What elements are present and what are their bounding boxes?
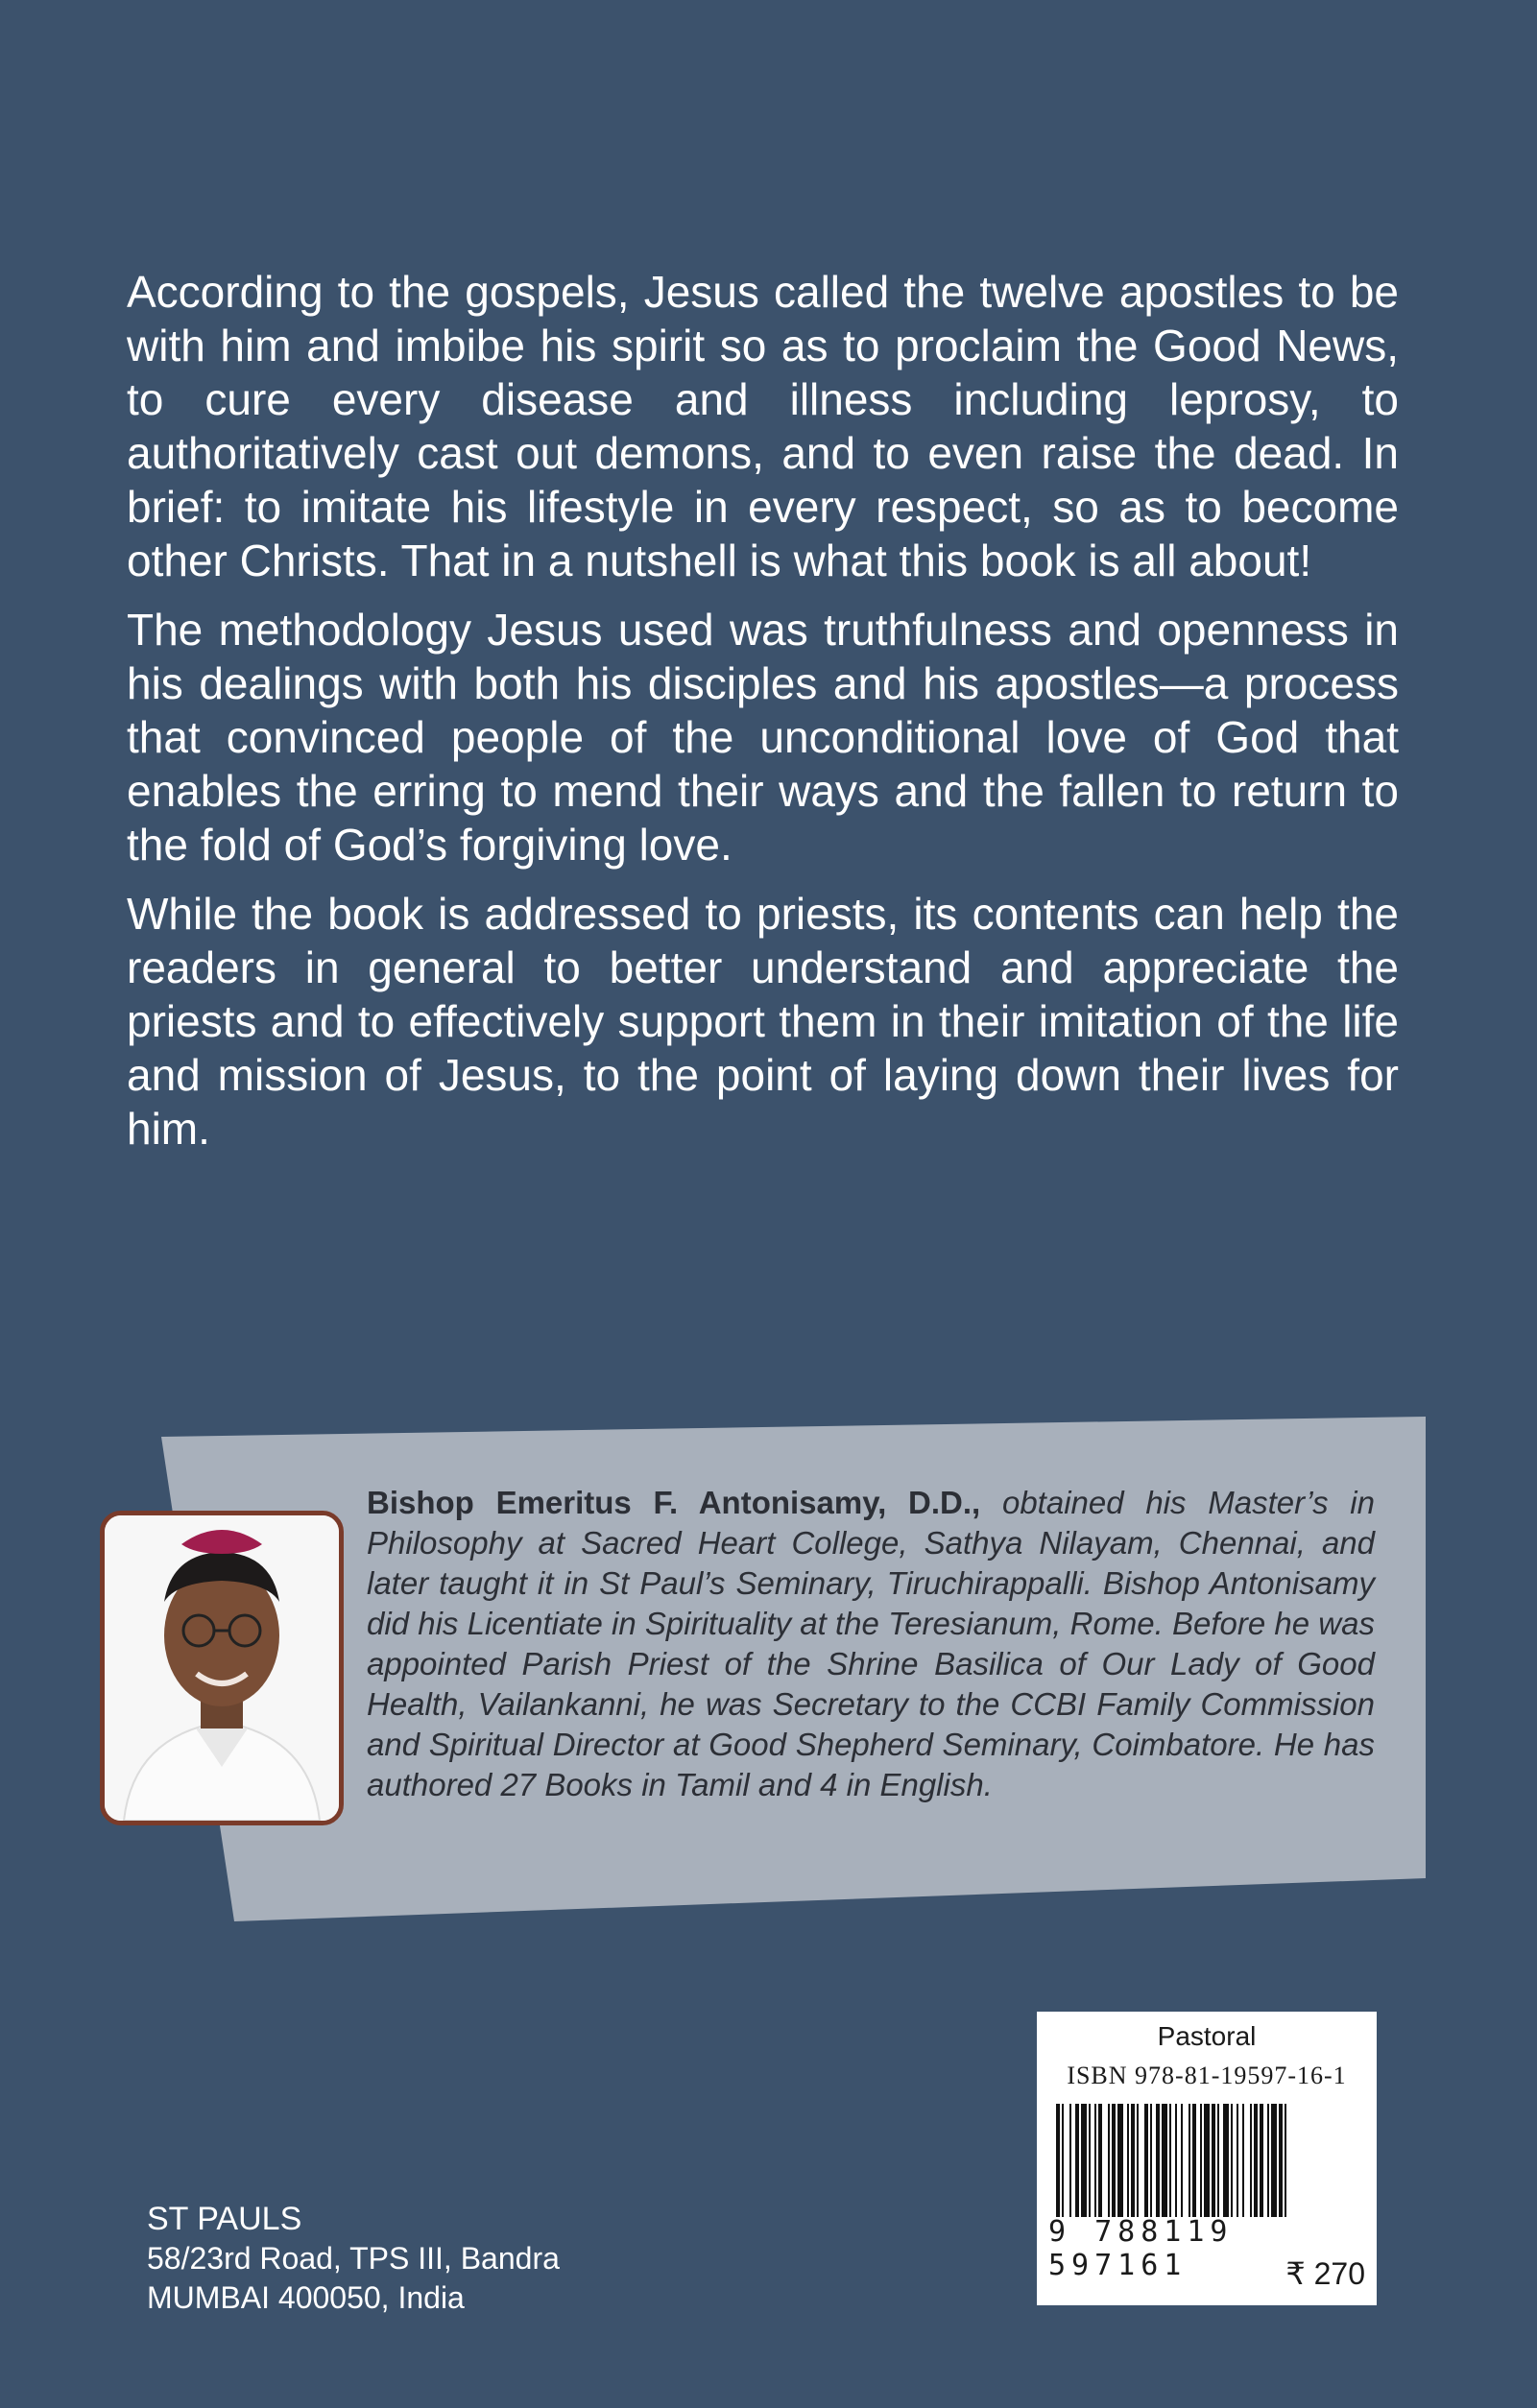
publisher-info [147, 2200, 560, 2318]
isbn-number: ISBN 978-81-19597-16-1 [1067, 2062, 1347, 2089]
barcode-icon [1056, 2104, 1357, 2217]
author-bio [367, 1483, 1375, 1805]
blurb-paragraph-2: The methodology Jesus used was truthfulness and openness in his dealings with both his disciples and his apostles—a process that convinced people of the unconditional love of God that enables the erring to mend their ways and the fallen to return to the fold of God’s forgiving love. [127, 605, 1399, 870]
publisher-address-line-1: 58/23rd Road, TPS III, Bandra [147, 2241, 560, 2276]
author-name: Bishop Emeritus F. Antonisamy, D.D., [367, 1485, 981, 1520]
publisher-address-line-2: MUMBAI 400050, India [147, 2280, 465, 2315]
barcode-digits: 9 788119 597161 [1048, 2215, 1234, 2282]
author-bio-text: obtained his Master’s in Philosophy at Sacred Heart College, Sathya Nilayam, Chennai, and later taught it in St Paul’s Seminary, Tiruchirappalli. Bishop Antonisamy did his Licentiate in Spirituality at the Teresianum, Rome. Before he was appointed Parish Priest of the Shrine Basilica of Our Lady of Good Health, Vailankanni, he was Secretary to the CCBI Family Commission and Spiritual Director at Good Shepherd Seminary, Coimbatore. He has authored 27 Books in Tamil and 4 in English. [367, 1485, 1375, 1802]
publisher-name: ST PAULS [147, 2201, 302, 2237]
book-price: ₹ 270 [1285, 2256, 1365, 2291]
book-category: Pastoral [1157, 2021, 1257, 2051]
blurb-paragraph-3: While the book is addressed to priests, its contents can help the readers in general to better understand and appreciate the priests and to effectively support them in their imitation of the life and mission of Jesus, to the point of laying down their lives for him. [127, 889, 1399, 1154]
author-photo-icon [105, 1515, 339, 1821]
isbn-barcode-box [1037, 2012, 1377, 2305]
author-portrait [100, 1511, 344, 1825]
blurb-paragraph-1: According to the gospels, Jesus called the twelve apostles to be with him and imbibe his spirit so as to proclaim the Good News, to cure every disease and illness including leprosy, to authoritatively cast out demons, and to even raise the dead. In brief: to imitate his lifestyle in every respect, so as to become other Christs. That in a nutshell is what this book is all about! [127, 267, 1399, 585]
